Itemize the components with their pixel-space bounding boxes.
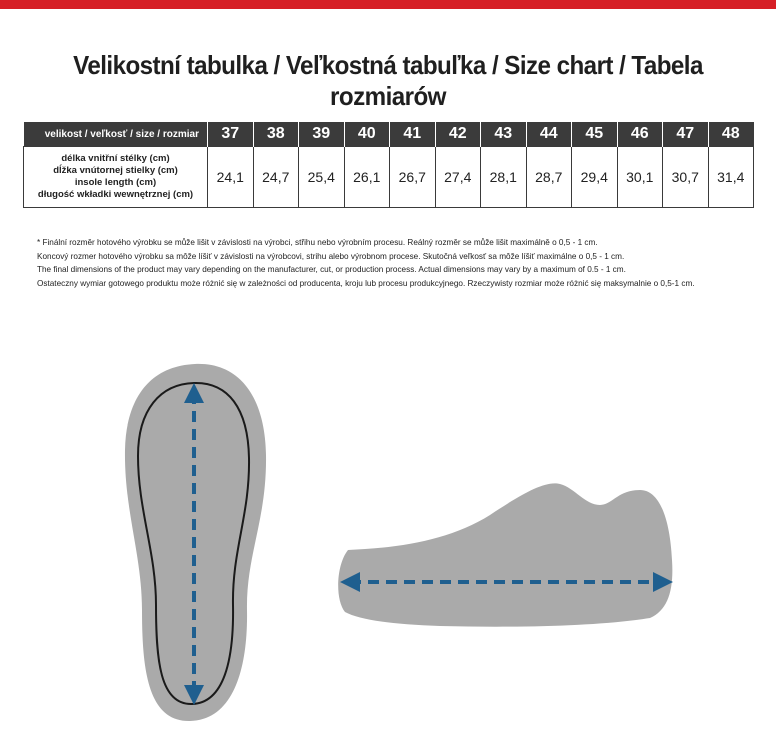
note-line-cs: * Finální rozměr hotového výrobku se může lišit v závislosti na výrobci, střihu nebo výrobním procesu. Reálný rozměr se může lišit maximálně o 0,5 - 1 cm. [37, 238, 598, 247]
size-cell: 43 [481, 122, 527, 147]
length-cell: 24,1 [208, 147, 254, 208]
note-line-pl: Ostateczny wymiar gotowego produktu może różnić się w zależności od producenta, kroju lub procesu produkcyjnego. Rzeczywisty rozmiar może różnić się maksymalnie o 0,5-1 cm. [37, 278, 695, 288]
shoe-silhouette [338, 483, 672, 626]
length-cell: 30,7 [663, 147, 709, 208]
length-cell: 24,7 [253, 147, 299, 208]
length-cell: 27,4 [435, 147, 481, 208]
note-line-sk: Koncový rozmer hotového výrobku sa môže líšiť v závislosti na výrobcovi, strihu alebo výrobnom procese. Skutočná veľkosť sa môže líšiť maximálne o 0,5 - 1 cm. [37, 251, 625, 261]
size-cell: 44 [526, 122, 572, 147]
length-cell: 28,7 [526, 147, 572, 208]
length-cell: 29,4 [572, 147, 618, 208]
length-cell: 25,4 [299, 147, 345, 208]
length-cell: 30,1 [617, 147, 663, 208]
length-cell: 26,1 [344, 147, 390, 208]
length-cell: 26,7 [390, 147, 436, 208]
insole-label-line: délka vnitřní stélky (cm) [61, 153, 170, 164]
size-cell: 41 [390, 122, 436, 147]
length-cell: 31,4 [708, 147, 754, 208]
size-cell: 48 [708, 122, 754, 147]
size-cell: 42 [435, 122, 481, 147]
size-cell: 46 [617, 122, 663, 147]
insole-label-line: insole length (cm) [74, 177, 157, 188]
insole-label-line: długość wkładki wewnętrznej (cm) [37, 189, 194, 200]
note-line-en: The final dimensions of the product may vary depending on the manufacturer, cut, or production process. Actual dimensions may vary by a maximum of 0.5 - 1 cm. [37, 265, 626, 274]
insole-label-line: dĺžka vnútornej stielky (cm) [53, 165, 178, 176]
size-cell: 39 [299, 122, 345, 147]
size-header-label: velikost / veľkosť / size / rozmiar [24, 122, 208, 147]
insole-illustration [125, 364, 266, 721]
size-cell: 38 [253, 122, 299, 147]
page-title: Velikostní tabulka / Veľkostná tabuľka / Size chart / Tabela rozmiarów [73, 50, 703, 111]
shoe-side-illustration [338, 483, 672, 626]
length-cell: 28,1 [481, 147, 527, 208]
size-cell: 47 [663, 122, 709, 147]
size-cell: 37 [208, 122, 254, 147]
size-cell: 45 [572, 122, 618, 147]
size-cell: 40 [344, 122, 390, 147]
